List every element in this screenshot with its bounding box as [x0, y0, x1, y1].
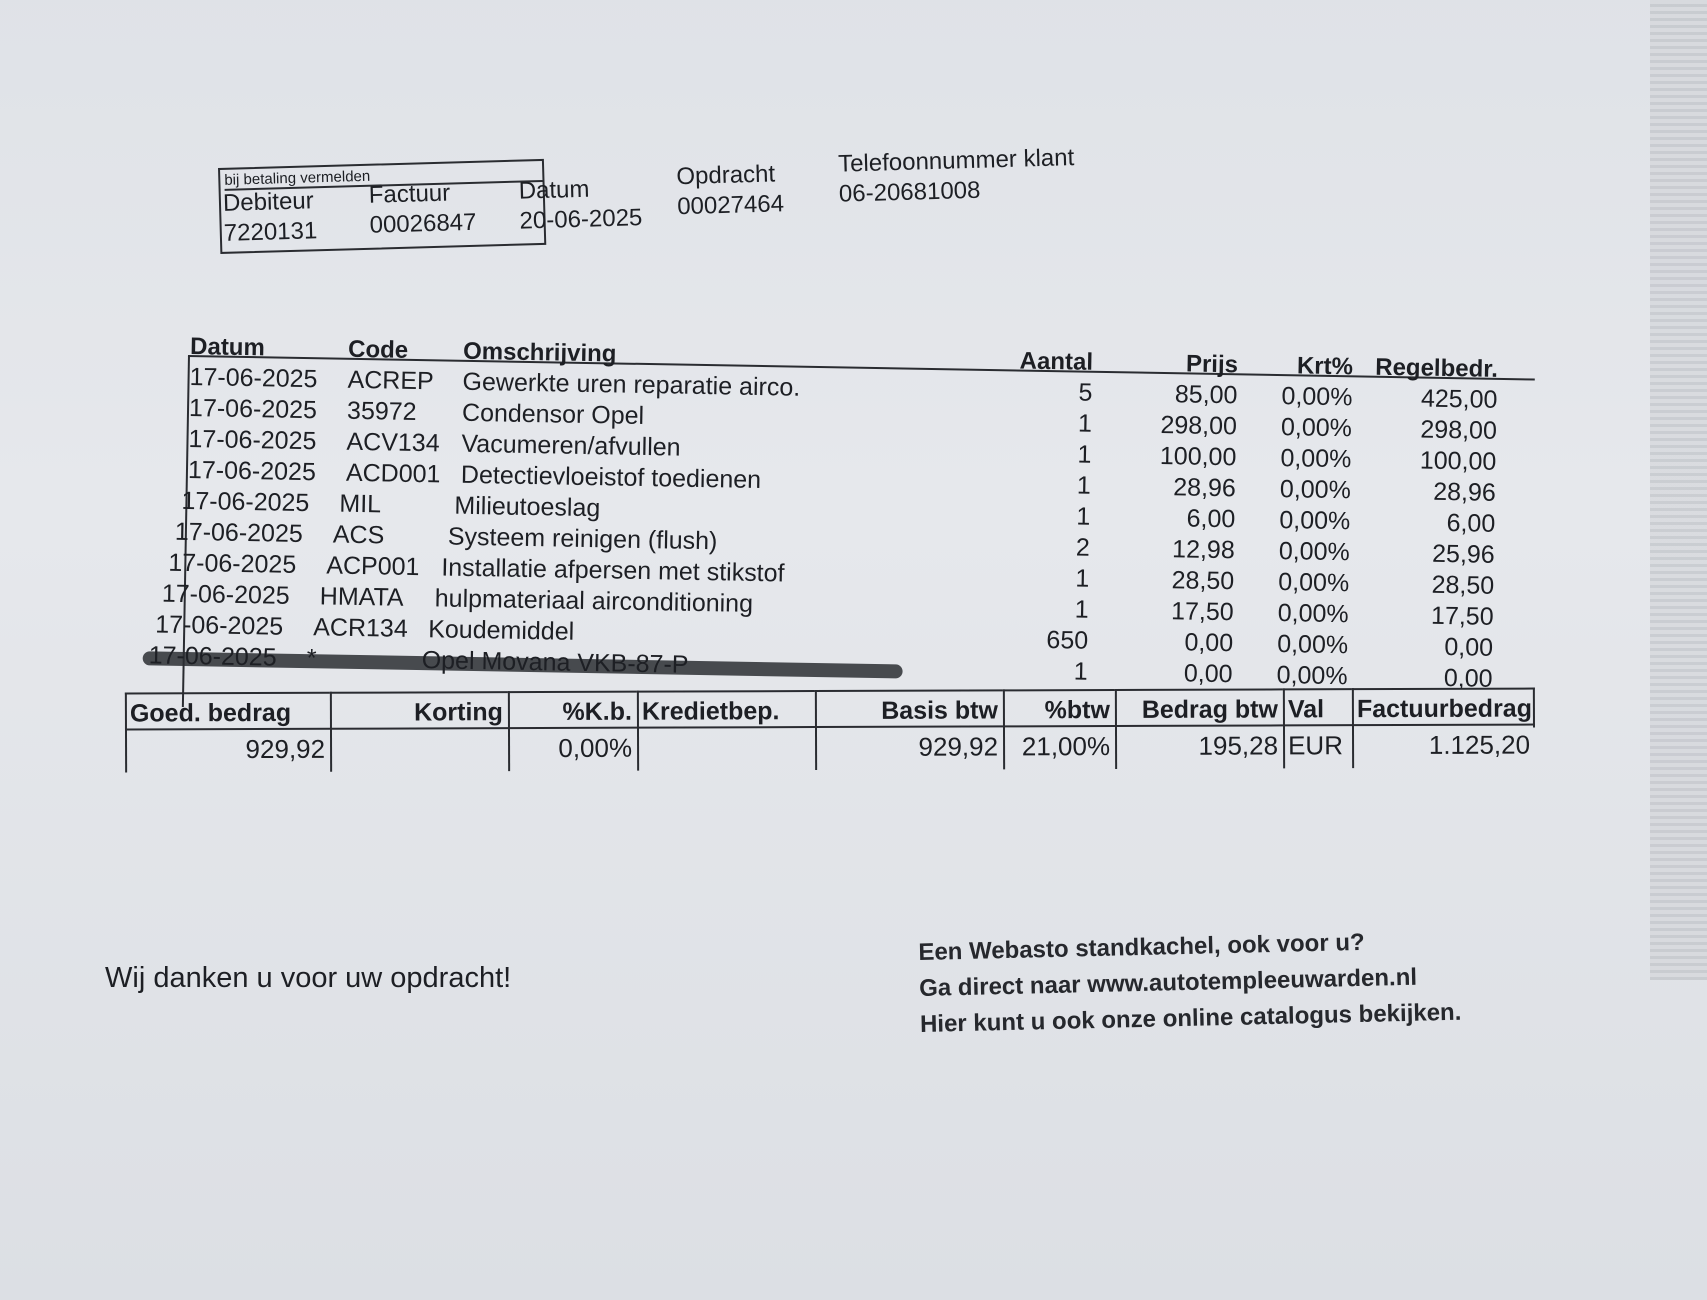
item-price: 28,96: [1173, 473, 1237, 503]
item-price: 100,00: [1159, 441, 1237, 472]
datum-label: Datum: [518, 175, 590, 205]
item-date: 17-06-2025: [168, 548, 297, 579]
item-line-amount: 17,50: [1430, 601, 1494, 631]
item-code: ACREP: [347, 365, 434, 396]
item-description: Opel Movana VKB-87-P: [421, 646, 689, 679]
item-price: 0,00: [1183, 659, 1233, 689]
item-line-amount: 425,00: [1420, 384, 1498, 414]
item-quantity: 2: [1075, 533, 1091, 562]
item-price: 17,50: [1170, 597, 1234, 627]
item-date: 17-06-2025: [148, 641, 277, 672]
item-quantity: 1: [1076, 502, 1091, 531]
totals-header: Factuurbedrag: [1352, 688, 1535, 727]
item-price: 6,00: [1186, 504, 1236, 534]
debiteur-value: 7220131: [223, 217, 318, 247]
totals-value: 21,00%: [1021, 731, 1111, 762]
item-date: 17-06-2025: [181, 486, 310, 518]
debiteur-label: Debiteur: [222, 187, 315, 217]
opdracht-value: 00027464: [676, 190, 785, 221]
totals-header: Goed. bedrag: [125, 692, 330, 731]
totals-value: 195,28: [1198, 730, 1279, 761]
column-header: Datum: [189, 333, 266, 362]
item-description: Installatie afpersen met stikstof: [441, 553, 785, 588]
item-discount: 0,00%: [1279, 506, 1351, 536]
item-description: Systeem reinigen (flush): [447, 522, 718, 556]
datum-value: 20-06-2025: [519, 204, 643, 235]
item-date: 17-06-2025: [174, 517, 304, 549]
item-quantity: 1: [1076, 471, 1092, 500]
item-price: 85,00: [1174, 380, 1238, 410]
item-date: 17-06-2025: [187, 456, 317, 487]
item-line-amount: 298,00: [1420, 415, 1498, 445]
item-discount: 0,00%: [1280, 413, 1353, 443]
item-date: 17-06-2025: [161, 579, 290, 610]
item-discount: 0,00%: [1280, 444, 1352, 474]
item-code: HMATA: [319, 582, 404, 612]
telefoon-value: 06-20681008: [838, 176, 981, 208]
item-description: Gewerkte uren reparatie airco.: [462, 367, 801, 402]
item-line-amount: 0,00: [1443, 663, 1493, 693]
item-line-amount: 28,50: [1431, 570, 1495, 600]
item-description: Vacumeren/afvullen: [461, 429, 681, 462]
item-code: *: [306, 644, 317, 673]
item-date: 17-06-2025: [189, 363, 318, 394]
item-description: hulpmateriaal airconditioning: [434, 584, 754, 618]
totals-header: Val: [1283, 688, 1352, 726]
payment-note: bij betaling vermelden: [224, 163, 542, 191]
totals-value: 929,92: [245, 733, 326, 765]
totals-header: Basis btw: [815, 689, 1003, 728]
paper-edge: [1650, 0, 1707, 980]
item-date: 17-06-2025: [155, 610, 284, 641]
promo-line: Hier kunt u ook onze online catalogus bekijken.: [919, 998, 1462, 1038]
item-price: 28,50: [1171, 566, 1235, 596]
totals-header: Bedrag btw: [1115, 688, 1283, 727]
factuur-label: Factuur: [368, 179, 451, 209]
column-header: Regelbedr.: [1375, 353, 1499, 383]
item-quantity: 1: [1075, 564, 1090, 593]
totals-header: %btw: [1003, 689, 1115, 727]
item-discount: 0,00%: [1279, 475, 1352, 505]
item-discount: 0,00%: [1276, 630, 1349, 660]
totals-value: [637, 732, 815, 733]
item-line-amount: 100,00: [1419, 446, 1497, 476]
totals-header: Korting: [330, 691, 508, 730]
promo-line: Een Webasto standkachel, ook voor u?: [918, 928, 1365, 966]
telefoon-label: Telefoonnummer klant: [837, 144, 1075, 178]
item-line-amount: 0,00: [1444, 632, 1494, 662]
totals-divider: [1533, 688, 1535, 728]
item-code: MIL: [339, 489, 382, 519]
item-code: ACP001: [326, 551, 420, 582]
item-discount: 0,00%: [1276, 661, 1348, 691]
item-code: 35972: [346, 396, 417, 426]
item-line-amount: 25,96: [1431, 539, 1495, 569]
promo-line: Ga direct naar www.autotempleeuwarden.nl: [918, 963, 1418, 1002]
item-line-amount: 6,00: [1446, 508, 1496, 538]
item-code: ACS: [332, 520, 385, 550]
item-price: 298,00: [1160, 410, 1238, 441]
column-header: Prijs: [1185, 350, 1239, 379]
item-date: 17-06-2025: [188, 425, 317, 456]
item-code: ACR134: [313, 613, 408, 643]
items-table: [148, 333, 1533, 693]
totals-table: [125, 688, 1535, 775]
item-price: 12,98: [1171, 535, 1235, 565]
totals-value: 929,92: [918, 731, 999, 762]
factuur-value: 00026847: [369, 208, 477, 239]
item-quantity: 5: [1078, 378, 1093, 407]
totals-value: 1.125,20: [1428, 729, 1531, 760]
item-description: Condensor Opel: [461, 398, 645, 430]
item-quantity: 1: [1077, 440, 1092, 469]
item-discount: 0,00%: [1281, 382, 1353, 412]
item-discount: 0,00%: [1278, 537, 1350, 567]
totals-value: EUR: [1288, 730, 1344, 761]
item-description: Milieutoeslag: [454, 491, 601, 523]
item-quantity: 1: [1073, 657, 1088, 686]
column-header: Omschrijving: [462, 337, 617, 368]
totals-value: [330, 733, 508, 734]
item-quantity: 650: [1046, 626, 1089, 655]
thanks-message: Wij danken u voor uw opdracht!: [105, 962, 512, 994]
promo-text: [918, 923, 1462, 1043]
item-discount: 0,00%: [1277, 599, 1349, 629]
opdracht-label: Opdracht: [676, 160, 776, 191]
column-header: Krt%: [1296, 352, 1354, 381]
column-header: Aantal: [1019, 347, 1094, 376]
item-code: ACD001: [345, 458, 441, 489]
column-header: Code: [347, 335, 409, 364]
item-description: Koudemiddel: [428, 615, 575, 646]
totals-header: Kredietbep.: [637, 690, 815, 729]
item-line-amount: 28,96: [1432, 477, 1497, 507]
item-discount: 0,00%: [1278, 568, 1350, 598]
item-date: 17-06-2025: [188, 394, 318, 425]
totals-header: %K.b.: [508, 691, 637, 729]
item-quantity: 1: [1074, 595, 1089, 624]
totals-value: 0,00%: [558, 732, 633, 763]
item-quantity: 1: [1077, 409, 1093, 438]
item-price: 0,00: [1184, 628, 1234, 658]
item-code: ACV134: [346, 427, 440, 458]
item-description: Detectievloeistof toedienen: [460, 460, 762, 495]
